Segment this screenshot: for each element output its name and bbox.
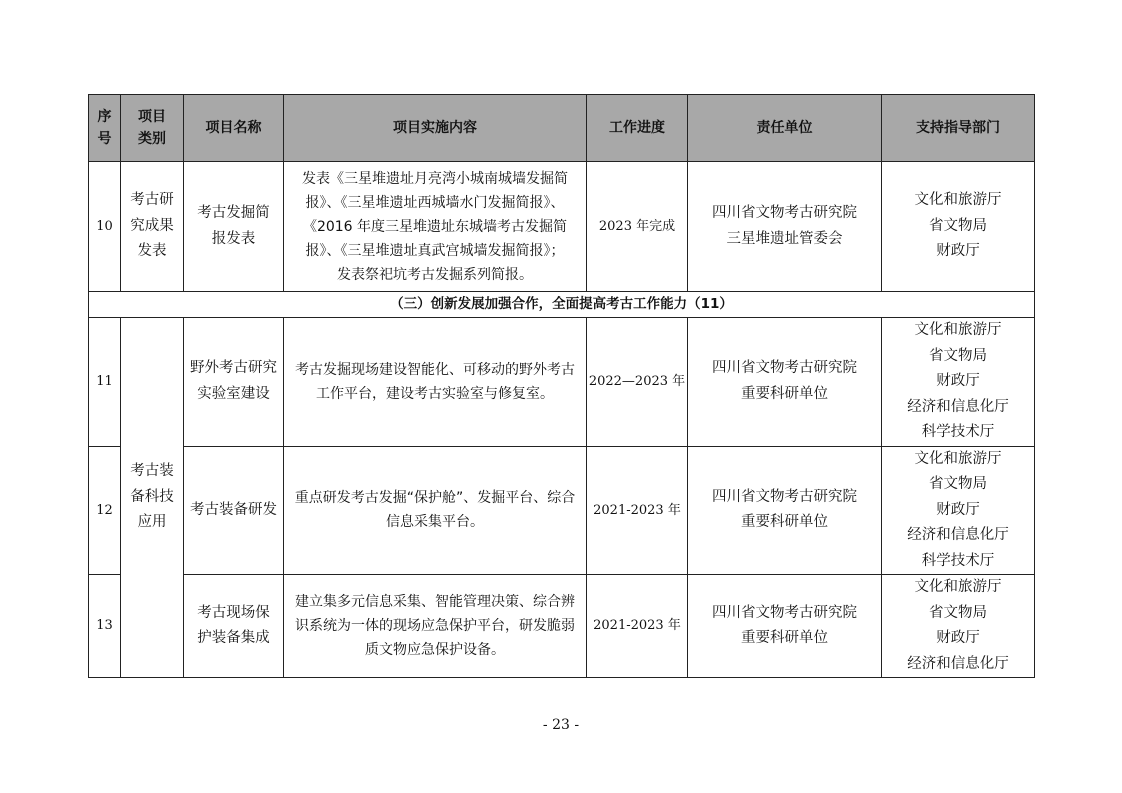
row-progress: 2023 年完成 (587, 162, 688, 292)
row-unit: 四川省文物考古研究院 重要科研单位 (688, 318, 882, 447)
header-category: 项目 类别 (121, 95, 184, 162)
header-support: 支持指导部门 (882, 95, 1035, 162)
table-row (89, 575, 1035, 678)
row-content: 建立集多元信息采集、智能管理决策、综合辨 识系统为一体的现场应急保护平台，研发脆弱 质文物应急保护设备。 (284, 575, 587, 678)
row-content: 重点研发考古发掘“保护舱”、发掘平台、综合 信息采集平台。 (284, 446, 587, 575)
section-row (89, 292, 1035, 318)
row-unit: 四川省文物考古研究院 重要科研单位 (688, 575, 882, 678)
row-progress: 2021-2023 年 (587, 575, 688, 678)
row-support: 文化和旅游厅 省文物局 财政厅 经济和信息化厅 科学技术厅 (882, 318, 1035, 447)
table-row (89, 446, 1035, 575)
row-support: 文化和旅游厅 省文物局 财政厅 经济和信息化厅 (882, 575, 1035, 678)
row-category: 考古研 究成果 发表 (121, 162, 184, 292)
row-category-shared: 考古装 备科技 应用 (121, 318, 184, 678)
row-number: 11 (89, 318, 121, 447)
row-progress: 2021-2023 年 (587, 446, 688, 575)
row-progress: 2022—2023 年 (587, 318, 688, 447)
page-number: - 23 - (542, 717, 580, 733)
row-number: 13 (89, 575, 121, 678)
row-project-name: 考古现场保 护装备集成 (184, 575, 284, 678)
row-project-name: 考古装备研发 (184, 446, 284, 575)
header-content: 项目实施内容 (284, 95, 587, 162)
row-content: 考古发掘现场建设智能化、可移动的野外考古 工作平台，建设考古实验室与修复室。 (284, 318, 587, 447)
header-progress: 工作进度 (587, 95, 688, 162)
row-support: 文化和旅游厅 省文物局 财政厅 经济和信息化厅 科学技术厅 (882, 446, 1035, 575)
row-project-name: 考古发掘简 报发表 (184, 162, 284, 292)
row-number: 12 (89, 446, 121, 575)
row-support: 文化和旅游厅 省文物局 财政厅 (882, 162, 1035, 292)
row-number: 10 (89, 162, 121, 292)
header-seq: 序 号 (89, 95, 121, 162)
header-row (89, 95, 1035, 162)
row-content: 发表《三星堆遗址月亮湾小城南城墙发掘简 报》、《三星堆遗址西城墙水门发掘简报》、 《2016 年度三星堆遗址东城墙考古发掘简 报》、《三星堆遗址真武宫城墙发掘简报》； 发表祭祀坑考古发掘系列简报。 (284, 162, 587, 292)
header-unit: 责任单位 (688, 95, 882, 162)
project-table (88, 94, 1035, 678)
table-row (89, 318, 1035, 447)
row-unit: 四川省文物考古研究院 重要科研单位 (688, 446, 882, 575)
row-project-name: 野外考古研究 实验室建设 (184, 318, 284, 447)
section-title: （三）创新发展加强合作，全面提高考古工作能力（11） (89, 292, 1035, 318)
table-row (89, 162, 1035, 292)
row-unit: 四川省文物考古研究院 三星堆遗址管委会 (688, 162, 882, 292)
header-name: 项目名称 (184, 95, 284, 162)
